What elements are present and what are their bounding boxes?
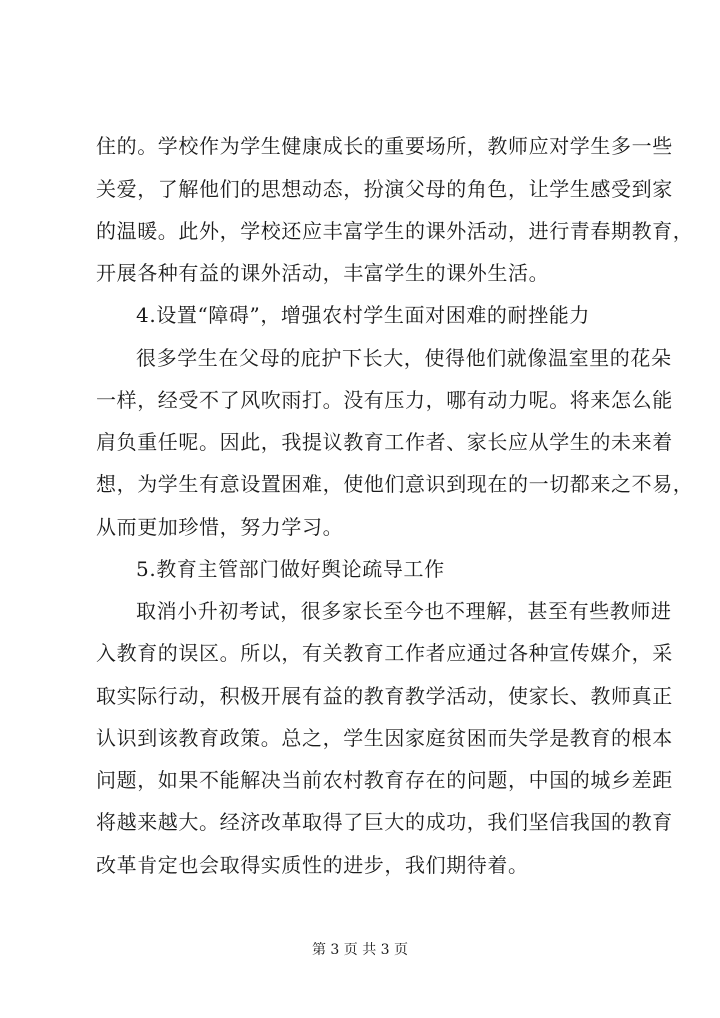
text-line: 改革肯定也会取得实质性的进步，我们期待着。 bbox=[96, 853, 529, 877]
text-line: 肩负重任呢。因此，我提议教育工作者、家长应从学生的未来着 bbox=[96, 430, 673, 454]
page-number-footer: 第 3 页 共 3 页 bbox=[311, 942, 409, 958]
paragraph-first-line: 取消小升初考试，很多家长至今也不理解，甚至有些教师进 bbox=[136, 599, 672, 623]
text-line: 问题，如果不能解决当前农村教育存在的问题，中国的城乡差距 bbox=[96, 768, 673, 792]
text-line: 从而更加珍惜，努力学习。 bbox=[96, 515, 344, 539]
section-heading-5: 5.教育主管部门做好舆论疏导工作 bbox=[136, 557, 445, 581]
text-line: 的温暖。此外，学校还应丰富学生的课外活动，进行青春期教育， bbox=[96, 219, 694, 243]
text-line: 关爱，了解他们的思想动态，扮演父母的角色，让学生感受到家 bbox=[96, 177, 673, 201]
text-line: 入教育的误区。所以，有关教育工作者应通过各种宣传媒介，采 bbox=[96, 641, 673, 665]
text-line: 取实际行动，积极开展有益的教育教学活动，使家长、教师真正 bbox=[96, 684, 673, 708]
text-line: 一样，经受不了风吹雨打。没有压力，哪有动力呢。将来怎么能 bbox=[96, 388, 673, 412]
text-line: 住的。学校作为学生健康成长的重要场所，教师应对学生多一些 bbox=[96, 134, 673, 158]
text-line: 想，为学生有意设置困难，使他们意识到现在的一切都来之不易， bbox=[96, 472, 694, 496]
section-heading-4: 4.设置“障碍”，增强农村学生面对困难的耐挫能力 bbox=[136, 303, 590, 327]
text-line: 开展各种有益的课外活动，丰富学生的课外生活。 bbox=[96, 261, 550, 285]
text-line: 将越来越大。经济改革取得了巨大的成功，我们坚信我国的教育 bbox=[96, 810, 673, 834]
text-line: 认识到该教育政策。总之，学生因家庭贫困而失学是教育的根本 bbox=[96, 726, 673, 750]
paragraph-first-line: 很多学生在父母的庇护下长大，使得他们就像温室里的花朵 bbox=[136, 346, 672, 370]
